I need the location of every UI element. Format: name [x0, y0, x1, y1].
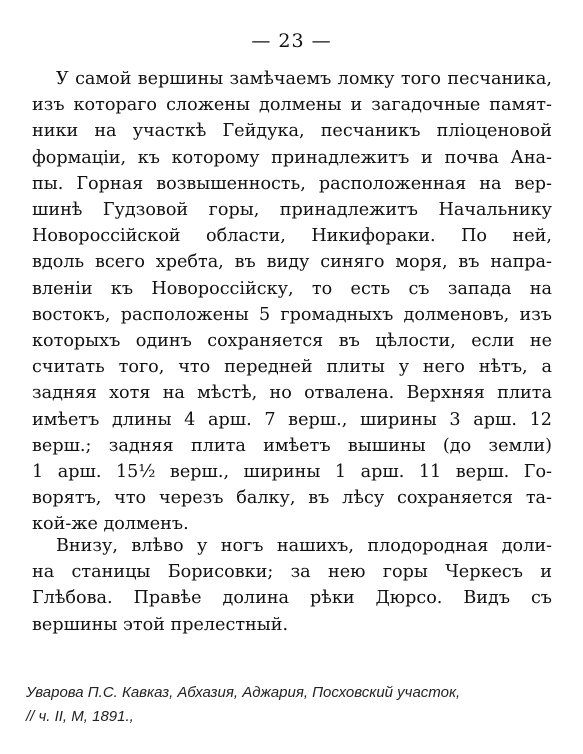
text-line: Новороссійской области, Никифораки. По ней,: [32, 226, 552, 247]
text-line: считать того, что передней плиты у него нѣтъ, а: [32, 357, 552, 378]
text-line: вдоль всего хребта, въ виду синяго моря, въ напра-: [32, 252, 552, 273]
text-line: задняя хотя на мѣстѣ, но отвалена. Верхняя плита: [32, 383, 552, 404]
text-line: У самой вершины замѣчаемъ ломку того песчаника,: [56, 69, 552, 89]
source-citation: [26, 681, 566, 729]
text-line: на станицы Борисовки; за нею горы Черкесъ и: [32, 562, 552, 583]
text-line: вершины этой прелестный.: [32, 614, 289, 635]
text-line: изъ котораго сложены долмены и загадочные памят-: [32, 95, 552, 116]
text-line: Внизу, влѣво у ногъ нашихъ, плодородная доли-: [56, 536, 552, 556]
text-line: ники на участкѣ Гейдука, песчаникъ пліоценовой: [32, 121, 552, 142]
text-line: имѣетъ длины 4 арш. 7 верш., ширины 3 арш. 12: [32, 409, 552, 430]
text-line: которыхъ одинъ сохраняется въ цѣлости, если не: [32, 331, 552, 352]
paragraph-2: [32, 533, 552, 638]
text-line: кой-же долменъ.: [32, 514, 189, 535]
paragraph-1: [32, 66, 552, 538]
text-line: Глѣбова. Правѣе долина рѣки Дюрсо. Видъ съ: [32, 588, 552, 609]
page-number: — 23 —: [251, 30, 332, 52]
text-line: формаціи, къ которому принадлежитъ и почва Ана-: [32, 147, 552, 168]
text-line: верш.; задняя плита имѣетъ вышины (до земли): [32, 435, 552, 456]
text-line: востокъ, расположены 5 громадныхъ долменовъ, изъ: [32, 304, 552, 325]
citation-line: // ч. II, М, 1891.,: [26, 708, 134, 725]
citation-line: Уварова П.С. Кавказ, Абхазия, Аджария, Посховский участок,: [26, 684, 461, 701]
text-line: ворятъ, что черезъ балку, въ лѣсу сохраняется та-: [32, 488, 552, 509]
text-line: 1 арш. 15½ верш., ширины 1 арш. 11 верш. Го-: [32, 462, 552, 483]
text-line: пы. Горная возвышенность, расположенная на вер-: [32, 173, 552, 194]
text-line: вленіи къ Новороссійску, то есть съ запада на: [32, 278, 552, 299]
text-line: шинѣ Гудзовой горы, принадлежитъ Начальнику: [32, 200, 552, 221]
